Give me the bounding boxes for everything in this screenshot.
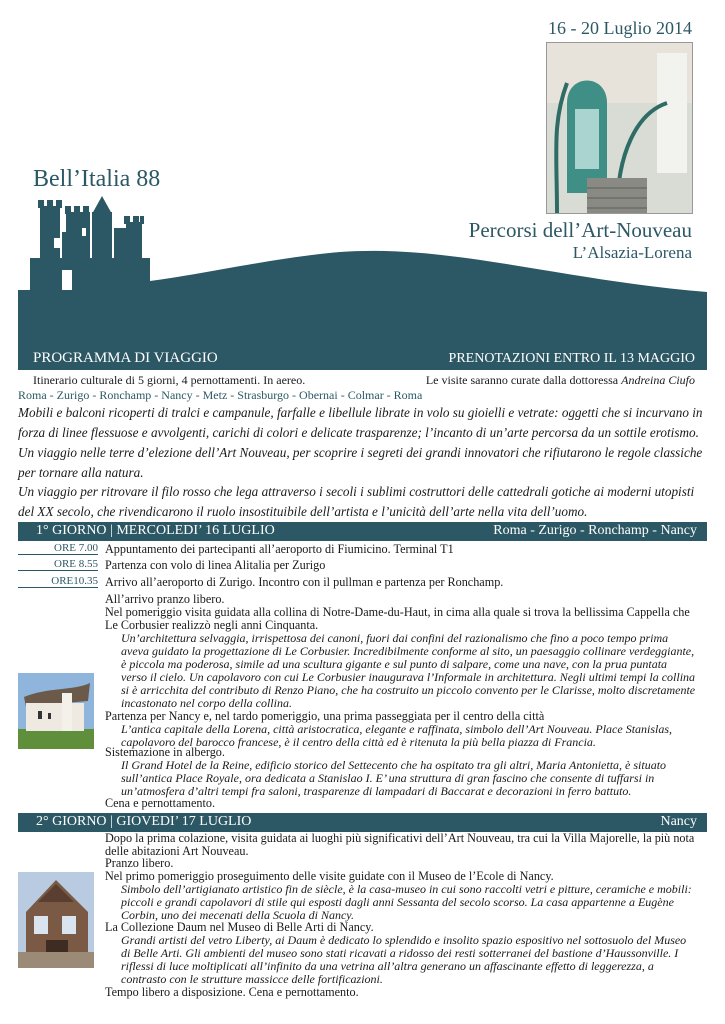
museum-description: Simbolo dell’artigianato artistico fin de siècle, è la casa-museo in cui sono raccolti vetri e pitture, ceramiche e mobili: piccoli e grandi capolavori di stile qui esposti dagli anni Sessanta del secolo scorso. La casa appartenne a Eugène Corbin, uno dei mecenati della Scuola di Nancy.: [121, 882, 692, 922]
schedule-item: Appuntamento dei partecipanti all’aeroporto di Fiumicino. Terminal T1: [105, 542, 454, 556]
ronchamp-description: Un’architettura selvaggia, irrispettosa dei canoni, fuori dai confini del razionalismo che fino a poco tempo prima aveva guidato la progettazione di Le Corbusier. Incredibilmente conforme al sito, un paesaggio collinare verdeggiante, è piccola ma poderosa, simile ad una scultura gigante e sul punto di salpare, come una nave, con la prua puntata verso il cielo. Un capolavoro con cui Le Corbusier inaugurava l’Informale in architettura. Negli ultimi tempi la collina si è arricchita del contributo di Renzo Piano, che ha costruito un piccolo convento per le Clarisse, molto discretamente incastonato nel corpo della collina.: [121, 631, 696, 710]
day1-header: [18, 522, 707, 541]
brand-name: Bell’Italia 88: [33, 166, 161, 192]
tour-title: Percorsi dell’Art-Nouveau: [468, 218, 692, 242]
castle-silhouette: [30, 196, 150, 292]
guide-name: Andreina Ciufo: [621, 373, 695, 387]
time-label: ORE10.35: [18, 575, 98, 588]
day2-free-time: Tempo libero a disposizione. Cena e pernottamento.: [105, 985, 359, 999]
time-label: ORE 8.55: [18, 558, 98, 571]
day1-lunch: All’arrivo pranzo libero.: [105, 592, 225, 606]
ronchamp-chapel-photo: [18, 673, 94, 749]
guide-note: Le visite saranno curate dalla dottoressa Andreina Ciufo: [425, 373, 695, 387]
hotel-description: Il Grand Hotel de la Reine, edificio storico del Settecento che ha ospitato tra gli altri, Maria Antonietta, è situato sull’antica Place Royale, ora dedicata a Stanislao I. E’ una struttura di gran fascino che consente di tuffarsi in un’atmosfera d’altri tempi fra saloni, trasparenze di lampadari di Baccarat e decorazioni in ferro battuto.: [121, 758, 667, 798]
day2-morning: Dopo la prima colazione, visita guidata ai luoghi più significativi dell’Art Nouveau, tra cui la Villa Majorelle, la più nota delle abitazioni Art Nouveau.: [105, 831, 695, 858]
hotel-checkin: Sistemazione in albergo.: [105, 745, 225, 759]
schedule-item: Arrivo all’aeroporto di Zurigo. Incontro con il pullman e partenza per Ronchamp.: [105, 575, 504, 589]
time-label: ORE 7.00: [18, 542, 98, 555]
schedule-item: Partenza con volo di linea Alitalia per Zurigo: [105, 558, 326, 572]
route-cities: Roma - Zurigo - Ronchamp - Nancy - Metz - Strasburgo - Obernai - Colmar - Roma: [18, 388, 423, 402]
booking-deadline: PRENOTAZIONI ENTRO IL 13 MAGGIO: [448, 351, 695, 366]
itinerary-summary: Itinerario culturale di 5 giorni, 4 pernottamenti. In aereo.: [33, 373, 306, 387]
intro-paragraph-1: Mobili e balconi ricoperti di tralci e campanule, farfalle e libellule librate in volo su gioielli e vetrate: oggetti che si incurvano in forza di linee flessuose e avvolgenti, carichi di colori e delicate trasparenze; l’incanto di un’arte percorsa da un sottile erotismo.: [18, 405, 703, 440]
day2-route: Nancy: [660, 814, 697, 829]
daum-description: Grandi artisti del vetro Liberty, ai Daum è dedicato lo splendido e insolito spazio espositivo nel sottosuolo del Museo di Belle Arti. Gli ambienti del museo sono stati ricavati a ridosso dei resti sotterranei del bastione d’Haussonville. I riflessi di luce moltiplicati all’infinito da una vetrina all’altra generano un affascinante effetto di leggerezza, a contrasto con le strutture massicce delle fortificazioni.: [121, 933, 687, 986]
day1-dinner: Cena e pernottamento.: [105, 796, 215, 810]
intro-paragraph-2: Un viaggio nelle terre d’elezione dell’Art Nouveau, per scoprire i segreti dei grandi innovatori che rifiutarono le regole classiche per tornare alla natura.: [18, 445, 703, 480]
day2-header: [18, 813, 707, 832]
villa-majorelle-photo: [18, 872, 94, 968]
tour-dates: 16 - 20 Luglio 2014: [548, 18, 692, 38]
daum-collection: La Collezione Daum nel Museo di Belle Arti di Nancy.: [105, 920, 374, 934]
programme-title: PROGRAMMA DI VIAGGIO: [33, 350, 218, 366]
day2-afternoon: Nel primo pomeriggio proseguimento delle visite guidate con il Museo de l’Ecole di Nancy.: [105, 869, 554, 883]
day1-afternoon: Nel pomeriggio visita guidata alla collina di Notre-Dame-du-Haut, in cima alla quale si trova la bellissima Cappella che Le Corbusier realizzò negli anni Cinquanta.: [105, 605, 690, 632]
art-nouveau-doorway-photo: [546, 42, 693, 214]
intro-paragraph-3: Un viaggio per ritrovare il filo rosso che lega attraverso i secoli i sublimi costruttori delle cattedrali gotiche ai moderni utopisti del XX secolo, che rivendicarono il ruolo insostituibile dell’artista e l’unicità dell’arte nella vita dell’uomo.: [18, 484, 695, 519]
day1-route: Roma - Zurigo - Ronchamp - Nancy: [493, 523, 697, 538]
day1-label: 1° GIORNO | MERCOLEDI’ 16 LUGLIO: [36, 523, 275, 538]
tour-subtitle: L’Alsazia-Lorena: [572, 243, 692, 262]
day2-label: 2° GIORNO | GIOVEDI’ 17 LUGLIO: [36, 814, 252, 829]
day2-lunch: Pranzo libero.: [105, 856, 174, 870]
nancy-description: L’antica capitale della Lorena, città aristocratica, elegante e raffinata, simbolo dell’Art Nouveau. Place Stanislas, capolavoro del barocco francese, è il centro della città ed è ritenuta la più bella piazza di Francia.: [121, 722, 673, 749]
departure-nancy: Partenza per Nancy e, nel tardo pomeriggio, una prima passeggiata per il centro della città: [105, 709, 545, 723]
